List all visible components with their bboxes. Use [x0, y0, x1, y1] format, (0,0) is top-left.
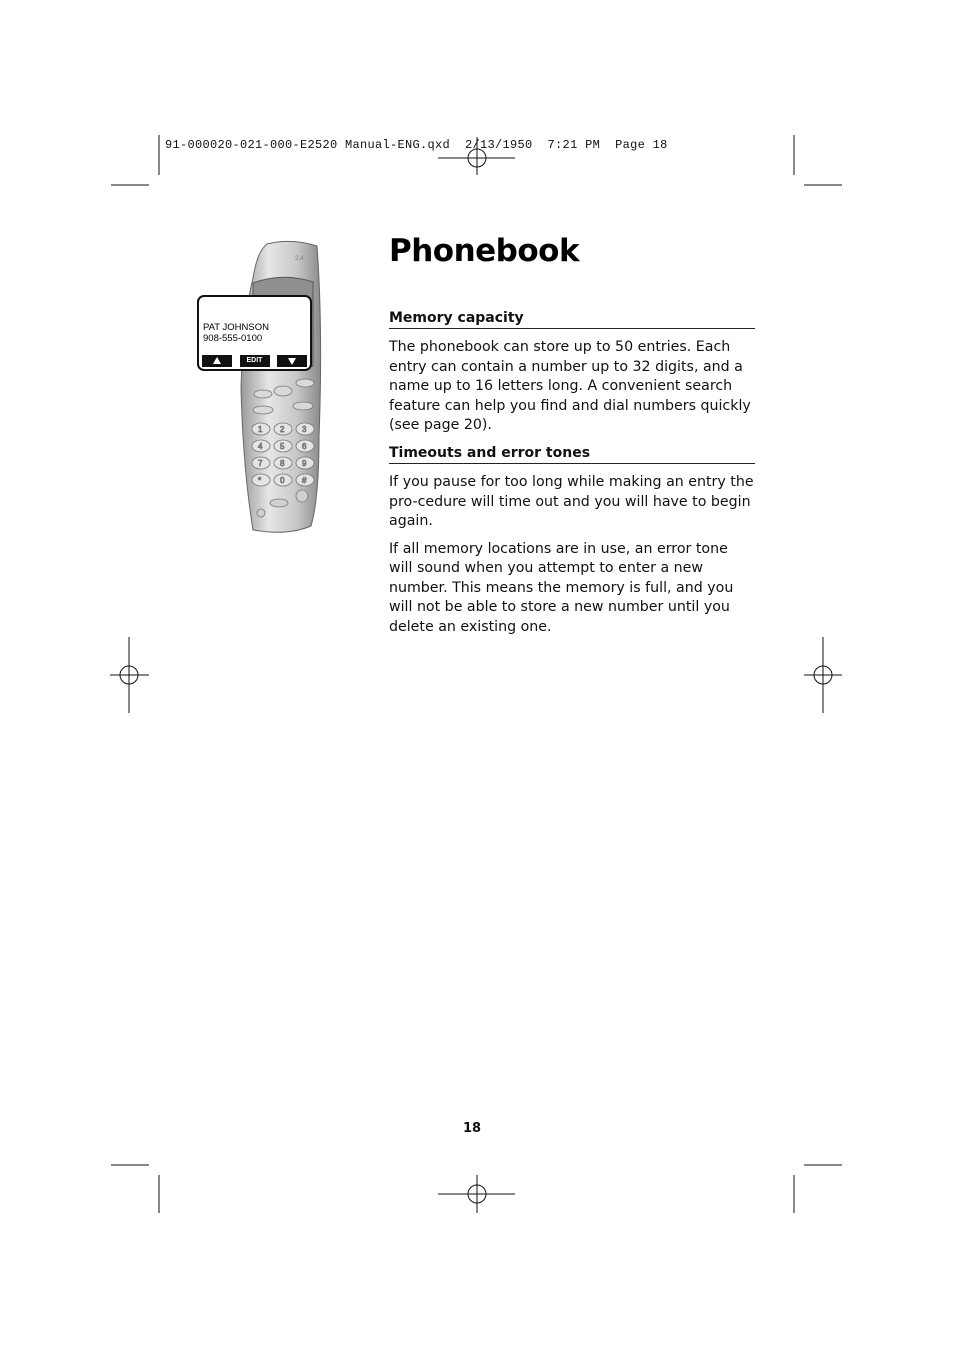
keypad-key-label: 5 [280, 442, 285, 451]
keypad-key-label: 7 [258, 459, 263, 468]
section-memory-capacity [389, 310, 755, 436]
softkey-edit: EDIT [240, 355, 270, 367]
section-heading: Memory capacity [389, 310, 755, 329]
softkey-up [202, 355, 232, 367]
keypad-key-label: 8 [280, 459, 285, 468]
keypad-key-label: * [258, 476, 262, 485]
page-number: 18 [462, 1121, 482, 1136]
phone-display-callout [197, 295, 312, 371]
keypad-key-label: 3 [302, 425, 307, 434]
section-paragraph: If you pause for too long while making an entry the pro-cedure will time out and you will have to begin again. [389, 474, 754, 529]
keypad-key-label: 2 [280, 425, 285, 434]
section-timeouts-error-tones [389, 445, 755, 637]
keypad-key-label: 9 [302, 459, 307, 468]
file-slug-line: 91-000020-021-000-E2520 Manual-ENG.qxd 2/13/1950 7:21 PM Page 18 [165, 138, 668, 152]
section-heading: Timeouts and error tones [389, 445, 755, 464]
softkey-down [277, 355, 307, 367]
cordless-handset-illustration [195, 238, 335, 538]
display-contact-number: 908-555-0100 [203, 333, 263, 344]
keypad-key-label: 6 [302, 442, 307, 451]
display-contact-name: PAT JOHNSON [203, 322, 269, 333]
keypad-key-label: 4 [258, 442, 263, 451]
keypad-key-label: 1 [258, 425, 263, 434]
keypad-key-label: 0 [280, 476, 285, 485]
display-softkeys [202, 355, 307, 367]
page-title: Phonebook [389, 233, 580, 269]
section-paragraph: If all memory locations are in use, an error tone will sound when you attempt to enter a new number. This means the memory is full, and you will not be able to store a new number until you delete an existing one. [389, 540, 734, 635]
up-arrow-icon [202, 355, 232, 367]
keypad-key-label: # [302, 476, 307, 485]
down-arrow-icon [277, 355, 307, 367]
section-paragraph: The phonebook can store up to 50 entries. Each entry can contain a number up to 32 digits, and a name up to 16 letters long. A convenient search feature can help you find and dial numbers quickly (see page 20). [389, 339, 751, 433]
svg-text:2.4: 2.4 [295, 256, 304, 262]
